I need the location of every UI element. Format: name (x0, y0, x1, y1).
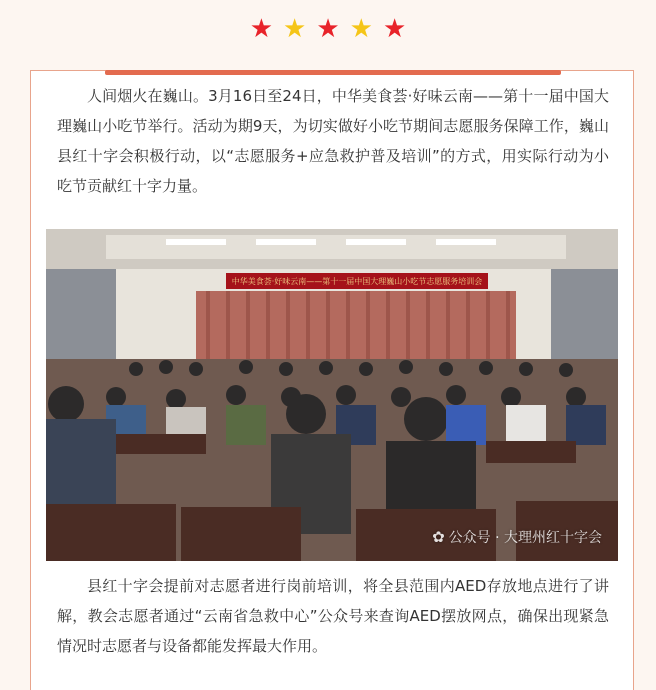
star-icon: ★ (382, 14, 407, 44)
watermark (432, 527, 602, 547)
article-paragraph-1: 人间烟火在巍山。3月16日至24日，中华美食荟·好味云南——第十一届中国大理巍山小吃节举行。活动为期9天，为切实做好小吃节期间志愿服务保障工作，巍山县红十字会积极行动，以“志愿服务+应急救护普及培训”的方式，用实际行动为小吃节贡献红十字力量。 (57, 87, 609, 195)
star-icon: ★ (283, 14, 307, 44)
wechat-icon: ✿ (432, 528, 445, 546)
accent-bar (105, 70, 561, 75)
star-icon: ★ (349, 14, 373, 44)
article-card (30, 70, 634, 690)
star-row (0, 12, 656, 46)
star-icon: ★ (316, 14, 340, 44)
training-photo (46, 229, 618, 561)
photo-banner-text: 中华美食荟·好味云南——第十一届中国大理巍山小吃节志愿服务培训会 (231, 277, 483, 286)
star-icon: ★ (249, 14, 274, 44)
watermark-text: 公众号 · 大理州红十字会 (448, 530, 602, 546)
article-paragraph-2: 县红十字会提前对志愿者进行岗前培训，将全县范围内AED存放地点进行了讲解，教会志愿者通过“云南省急救中心”公众号来查询AED摆放网点，确保出现紧急情况时志愿者与设备都能发挥最大作用。 (57, 577, 609, 655)
